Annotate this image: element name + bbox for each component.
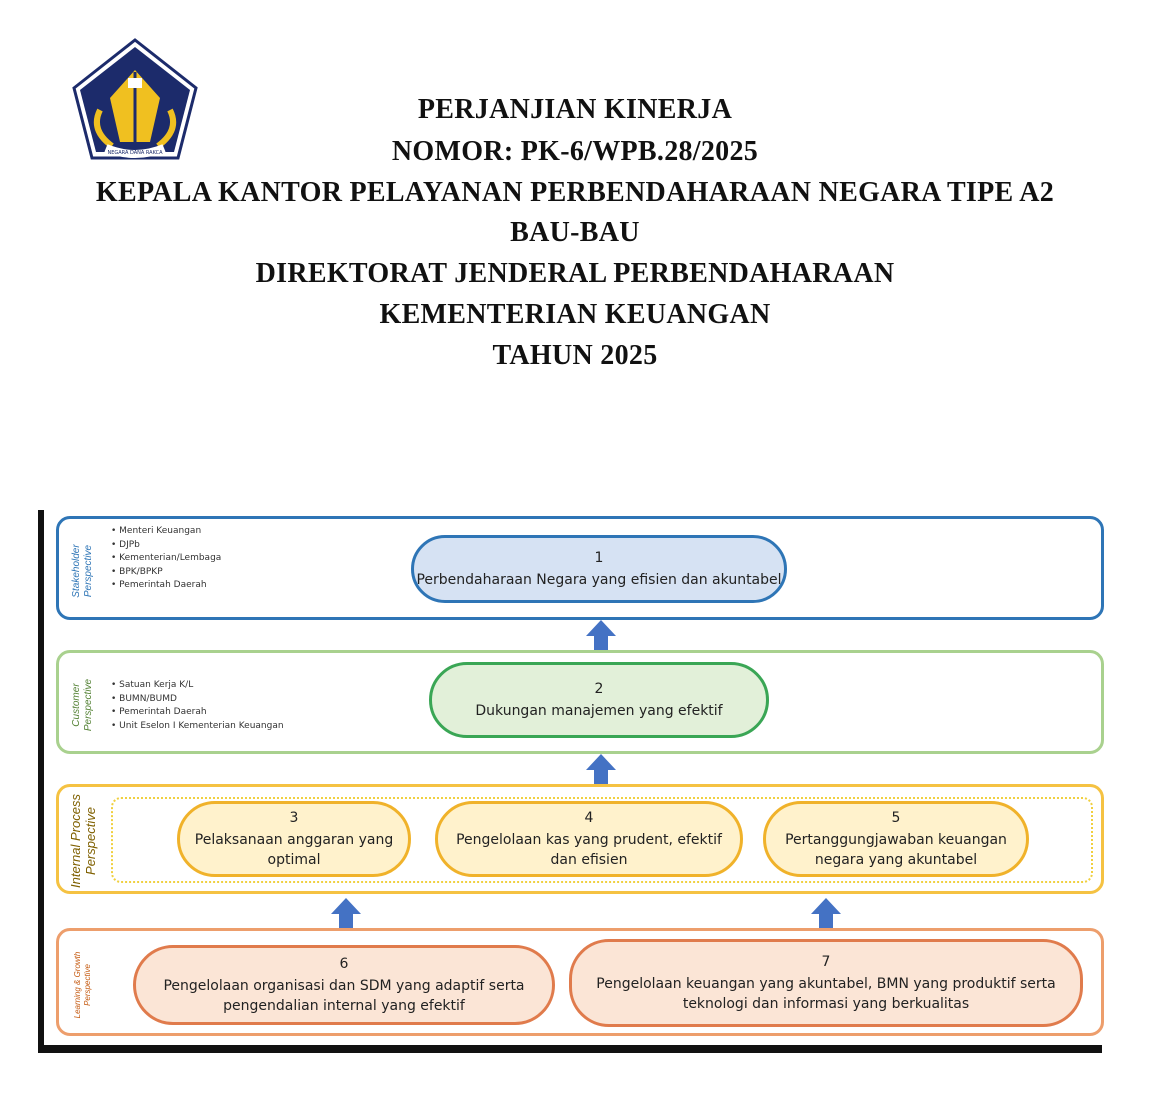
learning-growth-perspective-band: [56, 928, 1104, 1036]
list-item: • Pemerintah Daerah: [111, 579, 221, 593]
goal-6-pill: 6 Pengelolaan organisasi dan SDM yang adaptif serta pengendalian internal yang efektif: [133, 945, 555, 1025]
stakeholder-list: [111, 525, 221, 593]
customer-perspective-band: [56, 650, 1104, 754]
list-item: • Pemerintah Daerah: [111, 706, 284, 720]
up-arrow-icon: [810, 896, 842, 930]
stakeholder-perspective-band: [56, 516, 1104, 620]
list-item: • BUMN/BUMD: [111, 693, 284, 707]
list-item: • Menteri Keuangan: [111, 525, 221, 539]
list-item: • Unit Eselon I Kementerian Keuangan: [111, 720, 284, 734]
goal-5-pill: 5 Pertanggungjawaban keuangan negara yang akuntabel: [763, 801, 1029, 877]
office-name: KEPALA KANTOR PELAYANAN PERBENDAHARAAN NEGARA TIPE A2: [95, 177, 1055, 208]
list-item: • DJPb: [111, 539, 221, 553]
internal-process-perspective-label: Internal Process Perspective: [68, 794, 98, 888]
goal-7-pill: 7 Pengelolaan keuangan yang akuntabel, BMN yang produktif serta teknologi dan informasi yang berkualitas: [569, 939, 1083, 1027]
ministry-name: KEMENTERIAN KEUANGAN: [379, 299, 771, 330]
goal-4-pill: 4 Pengelolaan kas yang prudent, efektif dan efisien: [435, 801, 743, 877]
svg-text:NEGARA DANA RAKCA: NEGARA DANA RAKCA: [107, 150, 163, 156]
goal-3-pill: 3 Pelaksanaan anggaran yang optimal: [177, 801, 411, 877]
learning-growth-perspective-label: Learning & Growth Perspective: [73, 951, 92, 1019]
list-item: • Satuan Kerja K/L: [111, 679, 284, 693]
goal-1-pill: 1 Perbendaharaan Negara yang efisien dan akuntabel: [411, 535, 787, 603]
list-item: • BPK/BPKP: [111, 566, 221, 580]
office-location: BAU-BAU: [510, 217, 640, 248]
document-year: TAHUN 2025: [492, 340, 658, 371]
up-arrow-icon: [585, 752, 617, 786]
document-title: PERJANJIAN KINERJA: [417, 94, 733, 125]
up-arrow-icon: [585, 618, 617, 652]
customer-perspective-label: Customer Perspective: [71, 678, 94, 732]
customer-list: [111, 679, 284, 733]
list-item: • Kementerian/Lembaga: [111, 552, 221, 566]
stakeholder-perspective-label: Stakeholder Perspective: [71, 544, 94, 598]
directorate-name: DIREKTORAT JENDERAL PERBENDAHARAAN: [255, 258, 895, 289]
up-arrow-icon: [330, 896, 362, 930]
goal-2-pill: 2 Dukungan manajemen yang efektif: [429, 662, 769, 738]
internal-process-perspective-band: [56, 784, 1104, 894]
strategy-map: [38, 510, 1102, 1053]
document-number: NOMOR: PK-6/WPB.28/2025: [391, 136, 759, 167]
